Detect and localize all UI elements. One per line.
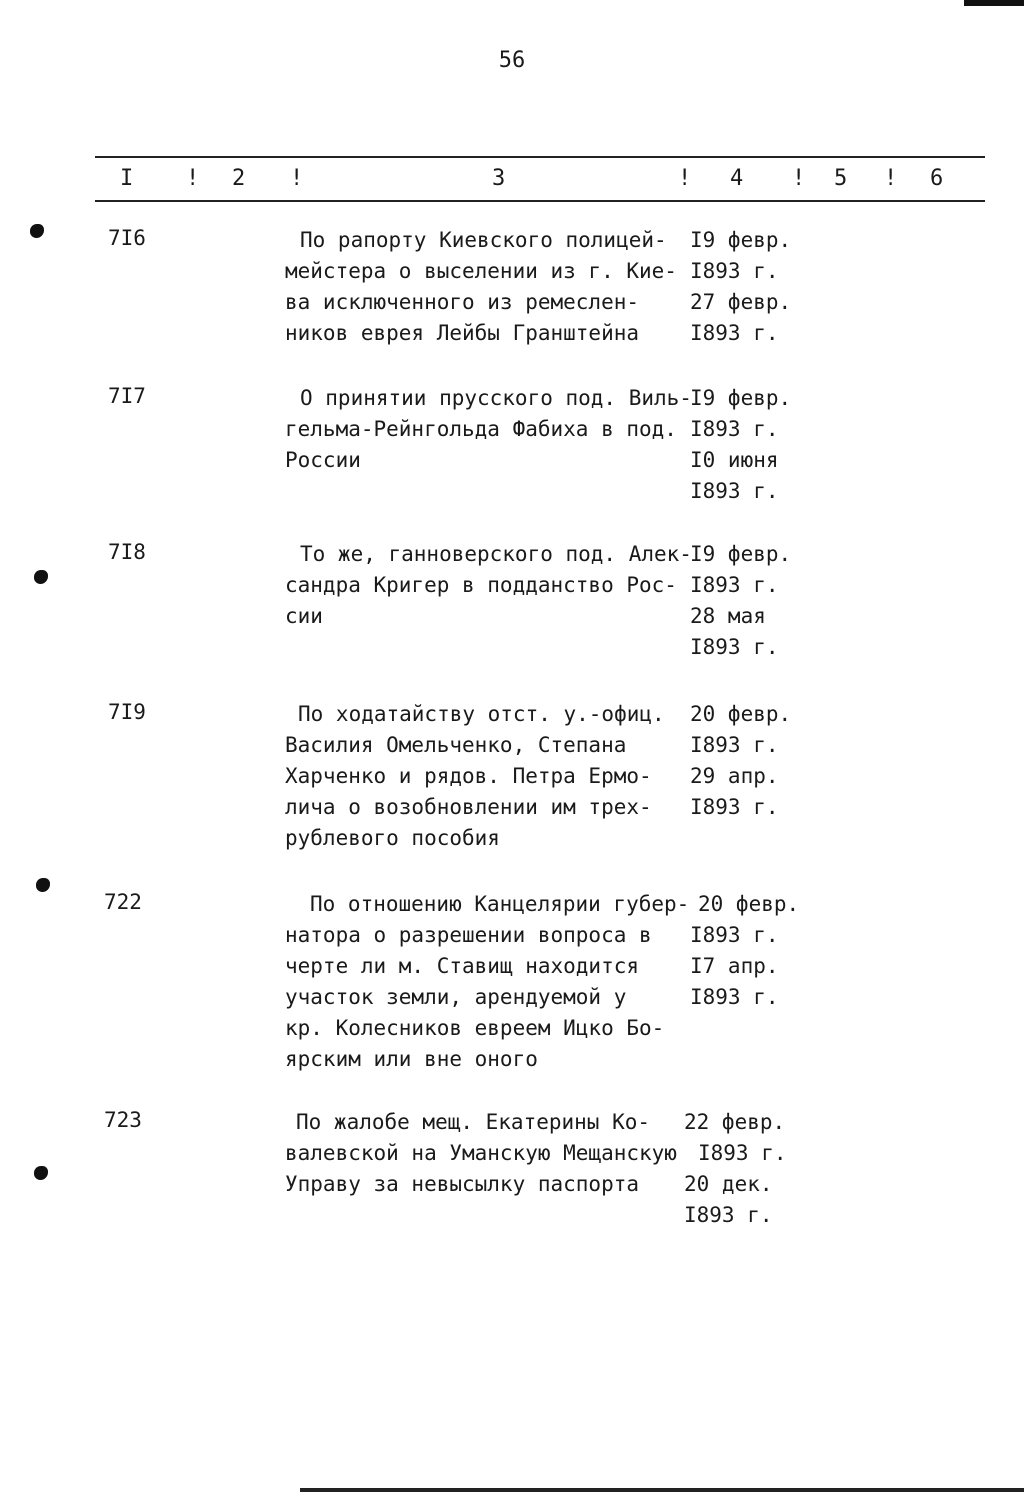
- punch-hole: [36, 878, 50, 892]
- punch-hole: [34, 1166, 48, 1180]
- entry-text-line: лича о возобновлении им трех-: [285, 795, 652, 819]
- entry-date: I893 г.: [684, 1203, 773, 1227]
- entry-text-line: валевской на Уманскую Мещанскую: [285, 1141, 677, 1165]
- col-header-3: 3: [492, 166, 506, 191]
- entry-date: 20 февр.: [690, 702, 792, 726]
- col-separator: !: [792, 166, 806, 191]
- entry-text-line: натора о разрешении вопроса в: [285, 923, 652, 947]
- entry-date: 29 апр.: [690, 764, 779, 788]
- entry-text-line: рублевого пособия: [285, 826, 500, 850]
- col-separator: !: [290, 166, 304, 191]
- col-separator: !: [186, 166, 200, 191]
- corner-mark: [964, 0, 1024, 6]
- entry-number: 7I8: [108, 540, 146, 564]
- entry-text-line: гельма-Рейнгольда Фабиха в под.: [285, 417, 677, 441]
- entry-number: 7I9: [108, 700, 146, 724]
- entry-text-line: По жалобе мещ. Екатерины Ко-: [296, 1110, 651, 1134]
- entry-date: 20 дек.: [684, 1172, 773, 1196]
- entry-text-line: черте ли м. Ставищ находится: [285, 954, 640, 978]
- entry-date: I893 г.: [690, 923, 779, 947]
- col-header-6: 6: [930, 166, 944, 191]
- entry-text-line: России: [285, 448, 361, 472]
- entry-text-line: По ходатайству отст. у.-офиц.: [298, 702, 665, 726]
- col-header-5: 5: [834, 166, 848, 191]
- entry-number: 7I6: [108, 226, 146, 250]
- entry-text-line: ва исключенного из ремеслен-: [285, 290, 640, 314]
- col-separator: !: [678, 166, 692, 191]
- entry-date: I893 г.: [690, 573, 779, 597]
- entry-text-line: ников еврея Лейбы Гранштейна: [285, 321, 640, 345]
- entry-text-line: По отношению Канцелярии губер-: [310, 892, 690, 916]
- entry-date: I893 г.: [690, 733, 779, 757]
- entry-date: I893 г.: [690, 479, 779, 503]
- table-header-bottom-rule: [95, 200, 985, 202]
- entry-date: I893 г.: [690, 985, 779, 1009]
- entry-text-line: По рапорту Киевского полицей-: [300, 228, 667, 252]
- entry-date: I7 апр.: [690, 954, 779, 978]
- entry-date: I0 июня: [690, 448, 779, 472]
- col-header-2: 2: [232, 166, 246, 191]
- entry-text-line: ярским или вне оного: [285, 1047, 538, 1071]
- entry-date: I893 г.: [690, 795, 779, 819]
- entry-date: I893 г.: [690, 259, 779, 283]
- entry-text-line: То же, ганноверского под. Алек-: [300, 542, 692, 566]
- page-number: 56: [498, 48, 526, 73]
- entry-text-line: Харченко и рядов. Петра Ермо-: [285, 764, 652, 788]
- entry-number: 7I7: [108, 384, 146, 408]
- entry-number: 723: [104, 1108, 142, 1132]
- entry-text-line: мейстера о выселении из г. Кие-: [285, 259, 677, 283]
- entry-text-line: Василия Омельченко, Степана: [285, 733, 627, 757]
- entry-date: I9 февр.: [690, 542, 792, 566]
- entry-text-line: Управу за невысылку паспорта: [285, 1172, 640, 1196]
- entry-date: I893 г.: [690, 635, 779, 659]
- entry-text-line: кр. Колесников евреем Ицко Бо-: [285, 1016, 665, 1040]
- entry-text-line: участок земли, арендуемой у: [285, 985, 627, 1009]
- entry-date: I893 г.: [698, 1141, 787, 1165]
- entry-date: I893 г.: [690, 417, 779, 441]
- punch-hole: [30, 224, 44, 238]
- col-header-4: 4: [730, 166, 744, 191]
- punch-hole: [34, 570, 48, 584]
- col-separator: !: [884, 166, 898, 191]
- page-bottom-edge: [300, 1488, 1024, 1492]
- entry-text-line: сии: [285, 604, 323, 628]
- entry-date: I9 февр.: [690, 386, 792, 410]
- entry-date: 28 мая: [690, 604, 766, 628]
- table-header-top-rule: [95, 156, 985, 158]
- entry-date: I893 г.: [690, 321, 779, 345]
- entry-text-line: сандра Кригер в подданство Рос-: [285, 573, 677, 597]
- entry-date: 27 февр.: [690, 290, 792, 314]
- entry-date: I9 февр.: [690, 228, 792, 252]
- col-header-1: I: [120, 166, 134, 191]
- entry-number: 722: [104, 890, 142, 914]
- entry-date: 20 февр.: [698, 892, 800, 916]
- entry-date: 22 февр.: [684, 1110, 786, 1134]
- entry-text-line: О принятии прусского под. Виль-: [300, 386, 692, 410]
